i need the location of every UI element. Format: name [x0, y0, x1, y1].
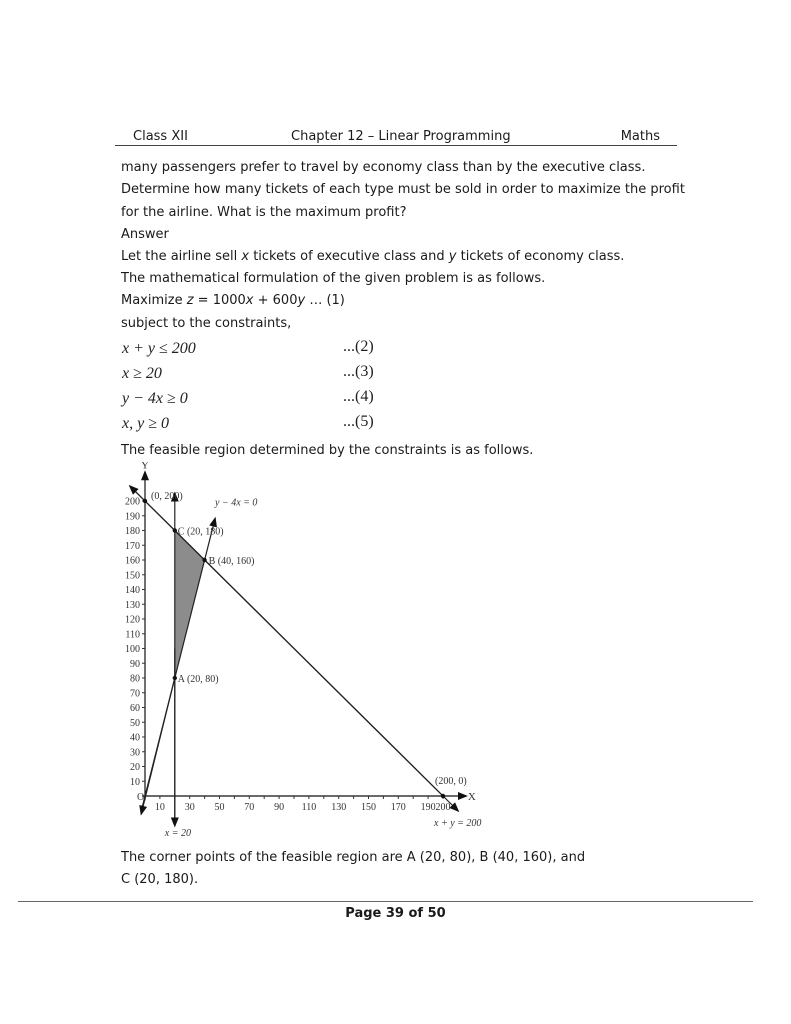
x-tick-label: 10 [154, 802, 165, 813]
y-tick-label: 70 [130, 688, 140, 700]
constraint-line [141, 678, 175, 814]
y-tick-label: 110 [125, 629, 140, 641]
x-tick-label: 200 [435, 802, 451, 813]
origin-label: O [137, 792, 145, 803]
text: Let the airline sell [121, 249, 242, 264]
y-tick-label: 100 [125, 644, 140, 655]
header-divider [115, 145, 677, 146]
y-tick-label: 10 [130, 776, 140, 788]
x-tick-label: 150 [361, 802, 376, 813]
x-tick-label: 110 [301, 802, 317, 813]
y-tick-label: 90 [130, 658, 140, 670]
point-label: C (20, 180) [177, 526, 224, 538]
y-tick-label: 160 [125, 555, 140, 567]
header-subject: Maths [620, 129, 660, 144]
body-line: many passengers prefer to travel by economy class than by the executive class. [121, 160, 646, 175]
y-tick-label: 120 [125, 614, 140, 626]
y-tick-label: 80 [130, 673, 140, 685]
constraint-number: ...(2) [343, 338, 374, 355]
corner-point [202, 558, 206, 562]
feasible-intro: The feasible region determined by the constraints is as follows. [121, 443, 534, 458]
y-tick-label: 40 [130, 732, 140, 744]
y-axis-label: Y [141, 462, 149, 472]
text: tickets of economy class. [456, 249, 625, 264]
x-axis-label: X [467, 791, 476, 803]
y-tick-label: 50 [130, 717, 140, 729]
point-label: (200, 0) [435, 776, 467, 787]
x-tick-label: 90 [274, 802, 285, 813]
constraint-number: ...(5) [343, 413, 374, 430]
text: … (1) [305, 293, 345, 308]
x-tick-label: 130 [331, 802, 347, 813]
corner-point [441, 794, 445, 798]
text: = 1000 [193, 293, 246, 308]
let-line [121, 249, 624, 265]
text: Maximize [121, 293, 187, 308]
subject-to-line: subject to the constraints, [121, 316, 292, 331]
x-tick-label: 170 [390, 802, 406, 813]
body-line: Determine how many tickets of each type must be sold in order to maximize the profit [121, 182, 685, 197]
y-tick-label: 150 [125, 570, 140, 582]
corner-points-line: C (20, 180). [121, 872, 199, 887]
constraint-2 [122, 340, 196, 358]
line-label-y4x: y − 4x = 0 [215, 497, 258, 509]
constraint-number: ...(3) [343, 363, 374, 380]
point-label: B (40, 160) [208, 556, 255, 567]
corner-point [143, 499, 147, 503]
point-label: A (20, 80) [177, 674, 219, 685]
constraint-expression: x ≥ 20 [122, 365, 162, 382]
page-number: Page 39 of 50 [345, 906, 446, 921]
constraint-expression: x + y ≤ 200 [122, 340, 196, 357]
variable: x [245, 293, 254, 308]
corner-point [173, 528, 177, 532]
y-tick-label: 170 [125, 540, 140, 552]
y-tick-label: 20 [130, 762, 140, 773]
variable: x [241, 249, 250, 264]
body-line: for the airline. What is the maximum profit? [121, 205, 407, 220]
point-label: (0, 200) [151, 491, 183, 502]
line-label-x20: x = 20 [164, 828, 191, 839]
y-tick-label: 190 [125, 511, 140, 523]
line-label-xy200: x + y = 200 [434, 818, 482, 829]
y-tick-label: 60 [130, 703, 140, 714]
x-tick-label: 70 [244, 802, 255, 813]
variable: z [186, 293, 194, 308]
x-tick-label: 50 [214, 802, 225, 813]
constraint-expression: y − 4x ≥ 0 [122, 390, 188, 407]
y-tick-label: 130 [125, 599, 140, 611]
y-tick-label: 30 [130, 747, 140, 759]
variable: y [448, 249, 457, 264]
constraint-number: ...(4) [343, 388, 374, 405]
x-tick-label: 190 [420, 802, 436, 813]
variable: y [297, 293, 306, 308]
constraint-3 [122, 365, 162, 383]
constraint-expression: x, y ≥ 0 [122, 415, 169, 432]
constraint-4 [122, 390, 188, 408]
formulation-line: The mathematical formulation of the given problem is as follows. [121, 271, 546, 286]
header-class: Class XII [133, 129, 188, 144]
footer-divider [18, 901, 753, 902]
constraint-5 [122, 415, 169, 433]
x-tick-label: 30 [184, 802, 195, 813]
y-tick-label: 180 [125, 526, 140, 537]
header-chapter: Chapter 12 – Linear Programming [291, 129, 511, 144]
y-tick-label: 140 [125, 585, 140, 596]
feasible-region [175, 531, 205, 679]
answer-heading: Answer [121, 227, 169, 242]
corner-points-line: The corner points of the feasible region are A (20, 80), B (40, 160), and [121, 850, 586, 865]
feasible-region-graph [112, 462, 492, 842]
objective-line [121, 293, 345, 309]
text: tickets of executive class and [249, 249, 449, 264]
y-tick-label: 200 [125, 496, 140, 508]
text: + 600 [253, 293, 298, 308]
corner-point [173, 676, 177, 680]
